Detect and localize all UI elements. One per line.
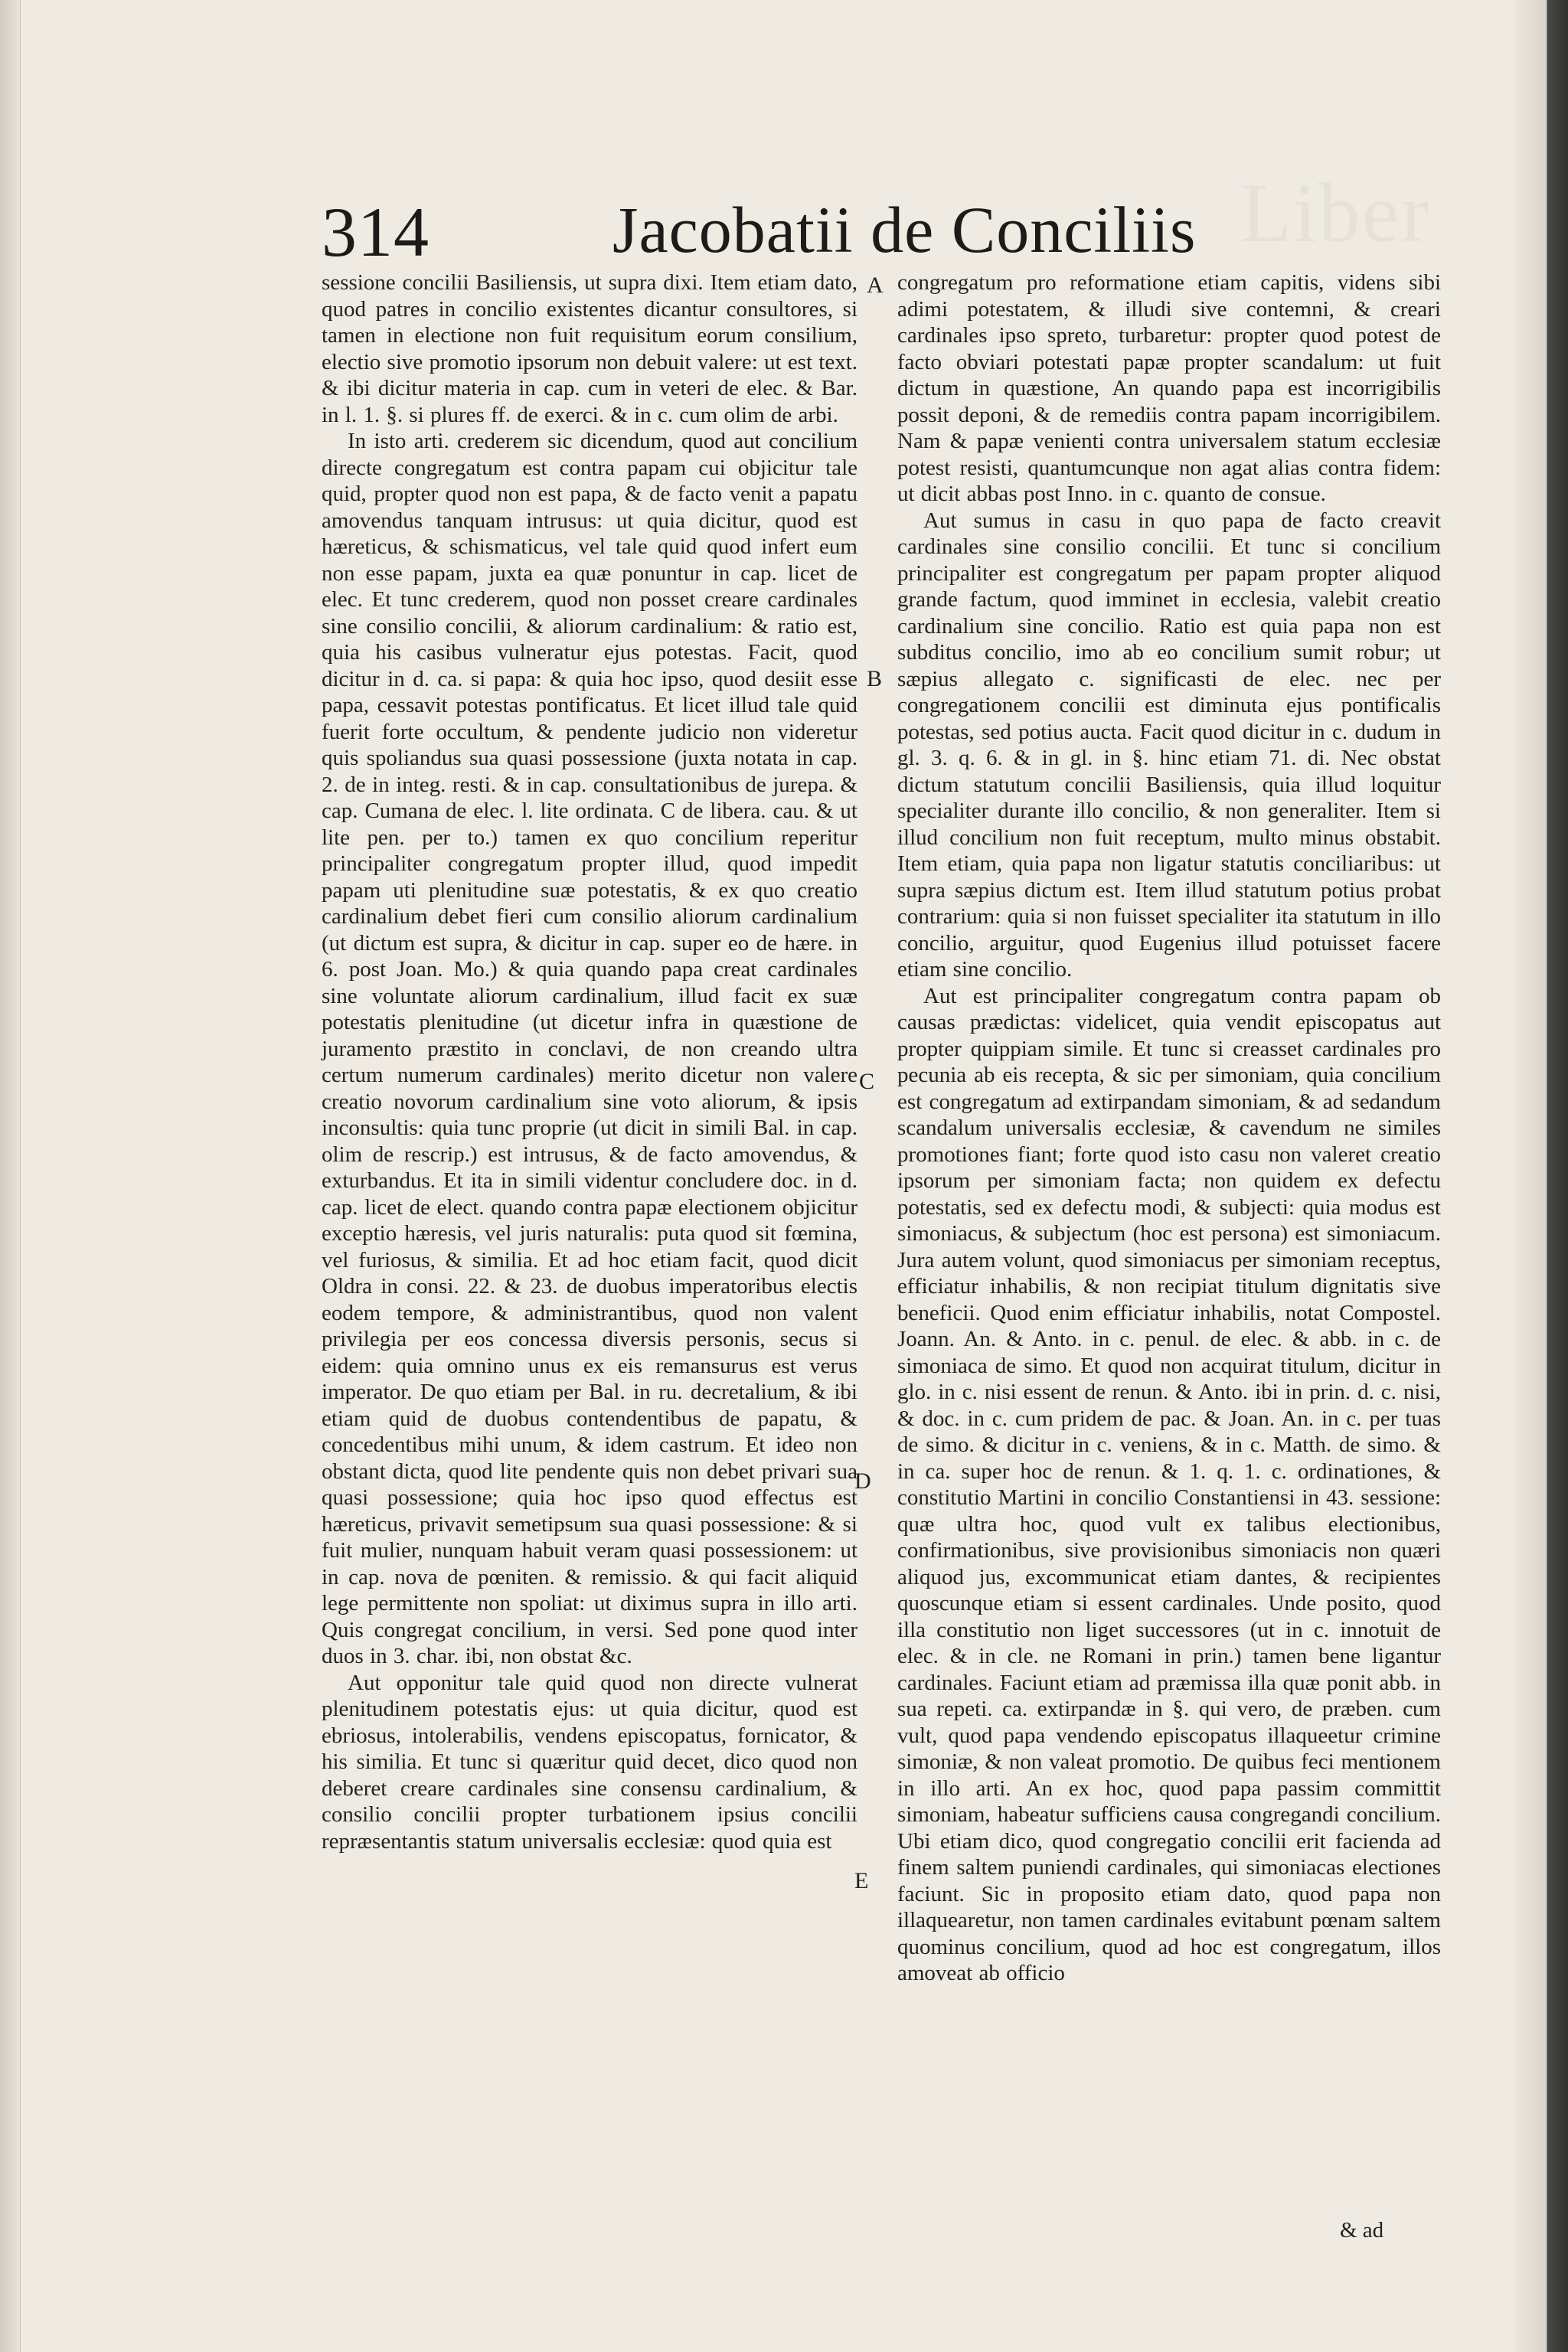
paragraph: sessione concilii Basiliensis, ut supra dixi. Item etiam dato, quod patres in concilio existentes dicantur consultores, si tamen in electione non fuit requisitum eorum consilium, electio sive promotio ipsorum non debuit valere: ut est text. & ibi dicitur materia in cap. cum in veteri de elec. & Bar. in l. 1. §. si plures ff. de exerci. & in c. cum olim de arbi. bbox=[322, 270, 858, 427]
margin-marker-a: A bbox=[867, 273, 884, 298]
running-title: Jacobatii de Conciliis bbox=[612, 193, 1197, 266]
paragraph: Aut opponitur tale quid quod non directe vulnerat plenitudinem potestatis ejus: ut quia dicitur, quod est ebriosus, intolerabilis, vendens episcopatus, fornicator, & his similia. Et tunc si quæritur quid decet, dico quod non deberet creare cardinales sine consensu cardinalium, & consilio concilii propter turbationem ipsius concilii repræsentantis statum universalis ecclesiæ: quod quia est bbox=[322, 1670, 858, 1854]
left-column bbox=[322, 270, 858, 1854]
show-through-text: Liber bbox=[1240, 166, 1431, 260]
right-column bbox=[897, 270, 1441, 1987]
margin-marker-d: D bbox=[854, 1468, 871, 1494]
page-number: 314 bbox=[322, 193, 430, 271]
margin-marker-c: C bbox=[859, 1069, 875, 1094]
paragraph: In isto arti. crederem sic dicendum, quod aut concilium directe congregatum est contra papam cui objicitur tale quid, propter quod non est papa, & de facto venit a papatu amovendus tanquam intrusus: ut quia dicitur, quod est hæreticus, & schismaticus, vel tale quid quod infert eum non esse papam, juxta ea quæ ponuntur in cap. licet de elec. Et tunc crederem, quod non posset creare cardinales sine consilio concilii, & aliorum cardinalium: & ratio est, quia his casibus vulneratur ejus potestas. Facit, quod dicitur in d. ca. si papa: & quia hoc ipso, quod desiit esse papa, cessavit potestas pontificatus. Et licet illud tale quid fuerit forte occultum, & pendente judicio non videretur quis spoliandus sua quasi possessione (juxta notata in cap. 2. de in integ. resti. & in cap. consultationibus de jurepa. & cap. Cumana de elec. l. lite ordinata. C de libera. cau. & ut lite pen. per to.) tamen ex quo concilium reperitur principaliter congregatum propter illud, quod impedit papam uti plenitudine suæ potestatis, & ex quo creatio cardinalium debet fieri cum consilio aliorum cardinalium (ut dictum est supra, & dicitur in cap. super eo de hære. in 6. post Joan. Mo.) & quia quando papa creat cardinales sine voluntate aliorum cardinalium, illud facit ex suæ potestatis plenitudine (ut dicetur infra in quæstione de juramento præstito in conclavi, de non creando ultra certum numerum cardinales) merito dicetur non valere creatio novorum cardinalium sine voto aliorum, & ipsis inconsultis: quia tunc proprie (ut dicit in simili Bal. in cap. olim de rescrip.) est intrusus, & de facto amovendus, & exturbandus. Et ita in simili videntur concludere doc. in d. cap. licet de elect. quando contra papæ electionem objicitur exceptio hæresis, vel juris naturalis: puta quod sit fœmina, vel furiosus, & similia. Et ad hoc etiam facit, quod dicit Oldra in consi. 22. & 23. de duobus imperatoribus electis eodem tempore, & administrantibus, quod non valent privilegia per eos concessa diversis personis, secus si eidem: quia omnino unus ex eis remansurus est verus imperator. De quo etiam per Bal. in ru. decretalium, & ibi etiam quid de duobus contendentibus de papatu, & concedentibus mihi unum, & idem castrum. Et ideo non obstant dicta, quod lite pendente quis non debet privari sua quasi possessione; quia hoc ipso quod effectus est hæreticus, privavit semetipsum sua quasi possessione: & si fuit mulier, nunquam habuit veram quasi possessionem: ut in cap. nova de pœniten. & remissio. & qui facit aliquid lege permittente non spoliat: ut diximus supra in illo arti. Quis congregat concilium, in versi. Sed pone quod inter duos in 3. char. ibi, non obstat &c. bbox=[322, 429, 858, 1668]
paragraph: Aut est principaliter congregatum contra papam ob causas prædictas: videlicet, quia vendit episcopatus aut propter quippiam simile. Et tunc si creasset cardinales pro pecunia ab eis recepta, & sic per simoniam, quia concilium est congregatum ad extirpandam simoniam, & ad sedandum scandalum universalis ecclesiæ, & cavendum ne similes promotiones fiant; forte quod isto casu non valeret creatio ipsorum per simoniam facta; non quidem ex defectu potestatis, sed ex defectu modi, & subjecti: quia modus est simoniacus, & subjectum (hoc est persona) est simoniacum. Jura autem volunt, quod simoniacus per simoniam receptus, efficiatur inhabilis, & non recipiat titulum dignitatis sive beneficii. Quod enim efficiatur inhabilis, notat Compostel. Joann. An. & Anto. in c. penul. de elec. & abb. in c. de simoniaca de simo. Et quod non acquirat titulum, dicitur in glo. in c. nisi essent de renun. & Anto. ibi in prin. d. c. nisi, & doc. in c. cum pridem de pac. & Joan. An. in c. per tuas de simo. & dicitur in c. veniens, & in c. Matth. de simo. & in ca. super hoc de renun. & 1. q. 1. c. ordinationes, & constitutio Martini in concilio Constantiensi in 43. sessione: quæ ultra hoc, quod vult ex talibus electionibus, confirmationibus, sive provisionibus simoniacis non quæri aliquod jus, excommunicat etiam dantes, & recipientes quoscunque etiam si essent cardinales. Unde posito, quod illa constitutio non liget successores (ut in c. innotuit de elec. & in cle. ne Romani in prin.) tamen bene ligantur cardinales. Faciunt etiam ad præmissa illa quæ ponit abb. in sua repeti. ca. extirpandæ in §. qui vero, de præben. cum vult, quod papa vendendo episcopatus illaqueetur crimine simoniæ, & non valeat promotio. De quibus feci mentionem in illo arti. An ex hoc, quod papa passim committit simoniam, habeatur sufficiens causa congregandi concilium. Ubi etiam dico, quod congregatio concilii erit facienda ad finem saltem puniendi cardinales, qui simoniacas electiones faciunt. Sic in proposito etiam dato, quod papa non illaquearetur, non tamen cardinales evitabunt pœnam saltem quominus concilium, quod ad hoc est congregatum, illos amoveat ab officio bbox=[897, 983, 1441, 1985]
page-edge bbox=[1514, 0, 1568, 2352]
paragraph: congregatum pro reformatione etiam capitis, videns sibi adimi potestatem, & illudi sive contemni, & creari cardinales ipso spreto, turbaretur: propter quod potest de facto obviari potestati papæ propter scandalum: ut fuit dictum in quæstione, An quando papa est incorrigibilis possit deponi, & de remediis contra papam incorrigibilem. Nam & papæ venienti contra universalem statum ecclesiæ potest resisti, quantumcunque non agat alias contra fidem: ut dicit abbas post Inno. in c. quanto de consue. bbox=[897, 270, 1441, 506]
paragraph: Aut sumus in casu in quo papa de facto creavit cardinales sine consilio concilii. Et tunc si concilium principaliter est congregatum per papam propter aliquod grande factum, quod imminet in ecclesia, valebit creatio cardinalium sine concilio. Ratio est quia papa non est subditus concilio, imo ab eo concilium sumit robur; ut sæpius allegato c. significasti de elec. nec per congregationem concilii est diminuta ejus pontificalis potestas, sed potius aucta. Facit quod dicitur in c. dudum in gl. 3. q. 6. & in gl. in §. hinc etiam 71. di. Nec obstat dictum statutum concilii Basiliensis, quia illud loquitur specialiter durante illo concilio, & non generaliter. Item si illud concilium non fuit receptum, multo minus obstabit. Item etiam, quia papa non ligatur statutis conciliaribus: ut supra sæpius dictum est. Item illud statutum potius probat contrarium: quia si non fuisset specialiter ita statutum in illo concilio, arguitur, quod Eugenius illud potuisset facere etiam sine concilio. bbox=[897, 508, 1441, 982]
binding-gutter bbox=[0, 0, 21, 2352]
catchword: & ad bbox=[1340, 2218, 1384, 2243]
margin-marker-e: E bbox=[854, 1868, 869, 1893]
margin-marker-b: B bbox=[867, 666, 883, 691]
